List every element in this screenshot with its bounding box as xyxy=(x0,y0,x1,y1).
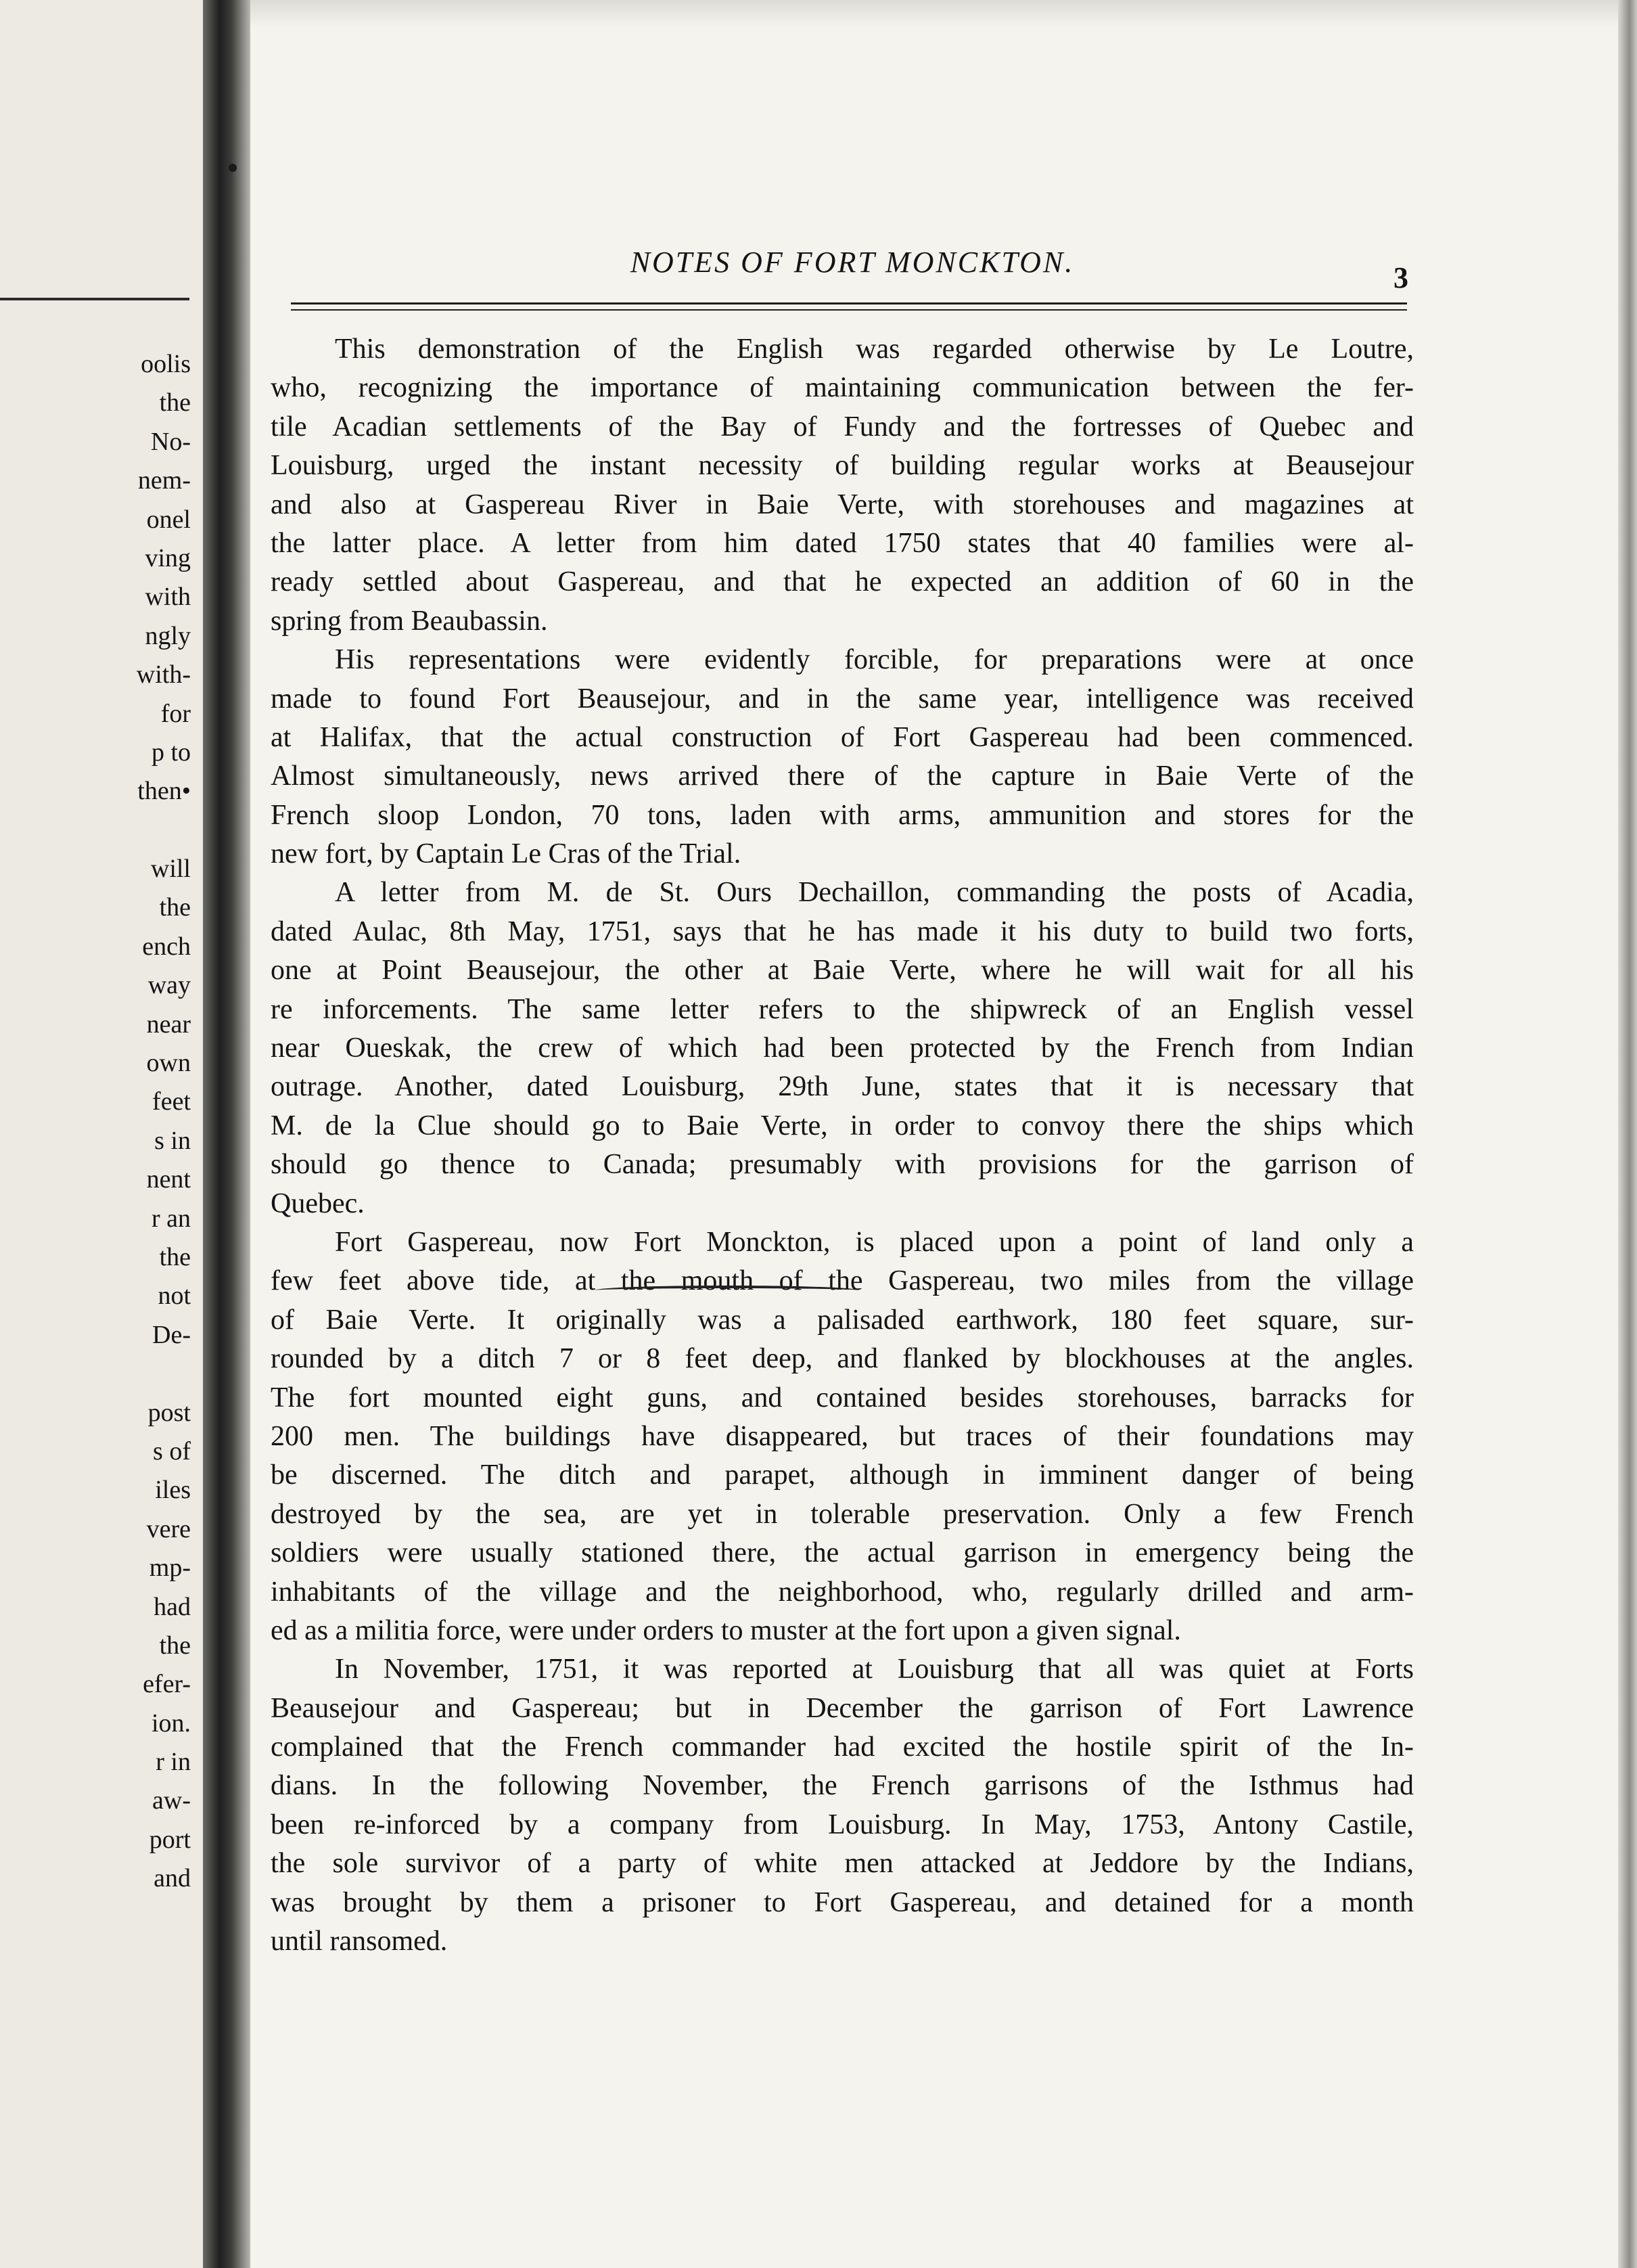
text-line: of Baie Verte. It originally was a palisaded earthwork, 180 feet square, sur- xyxy=(271,1304,1414,1336)
facing-page-fragment xyxy=(8,1355,191,1393)
facing-page-fragment: s in xyxy=(154,1126,191,1155)
facing-page-fragment: De- xyxy=(152,1320,191,1349)
text-line: one at Point Beausejour, the other at Baie Verte, where he will wait for all his xyxy=(271,955,1414,986)
text-line: who, recognizing the importance of maintaining communication between the fer- xyxy=(271,372,1414,404)
text-line: Beausejour and Gaspereau; but in December the garrison of Fort Lawrence xyxy=(271,1692,1414,1724)
text-line: dians. In the following November, the French garrisons of the Isthmus had xyxy=(271,1770,1414,1802)
text-line: complained that the French commander had excited the hostile spirit of the In- xyxy=(271,1731,1414,1763)
facing-page-fragment: feet xyxy=(152,1087,191,1116)
body-text xyxy=(271,330,1414,1961)
facing-page-fragment: onel xyxy=(146,505,191,534)
page-top-edge xyxy=(250,0,1618,27)
facing-page xyxy=(0,0,203,2268)
text-line: Fort Gaspereau, now Fort Monckton, is placed upon a point of land only a xyxy=(335,1226,1414,1258)
text-line: Quebec. xyxy=(271,1187,365,1219)
facing-page-text-fragments xyxy=(8,345,191,1899)
text-line: should go thence to Canada; presumably with provisions for the garrison of xyxy=(271,1149,1414,1181)
text-line: be discerned. The ditch and parapet, although in imminent danger of being xyxy=(271,1459,1414,1491)
text-line: and also at Gaspereau River in Baie Verte, with storehouses and magazines at xyxy=(271,489,1414,520)
text-line: M. de la Clue should go to Baie Verte, in order to convoy there the ships which xyxy=(271,1110,1414,1141)
facing-page-fragment: ion. xyxy=(151,1708,191,1738)
book-gutter xyxy=(203,0,250,2268)
facing-page-fragment: near xyxy=(146,1010,191,1039)
facing-page-fragment: will xyxy=(150,855,191,884)
text-line: This demonstration of the English was regarded otherwise by Le Loutre, xyxy=(335,334,1414,365)
text-line: His representations were evidently forcible, for preparations were at once xyxy=(335,644,1414,676)
text-line: dated Aulac, 8th May, 1751, says that he has made it his duty to build two forts, xyxy=(271,915,1414,947)
text-line: French sloop London, 70 tons, laden with arms, ammunition and stores for the xyxy=(271,799,1414,831)
text-line: few feet above tide, at the mouth of the Gaspereau, two miles from the village xyxy=(271,1265,1414,1297)
text-line: at Halifax, that the actual construction of Fort Gaspereau had been commenced. xyxy=(271,721,1414,753)
facing-page-fragment: efer- xyxy=(143,1670,191,1699)
text-line: inhabitants of the village and the neighborhood, who, regularly drilled and arm- xyxy=(271,1576,1414,1608)
text-line: tile Acadian settlements of the Bay of Fundy and the fortresses of Quebec and xyxy=(271,411,1414,443)
text-line: A letter from M. de St. Ours Dechaillon, commanding the posts of Acadia, xyxy=(335,877,1414,909)
text-line: destroyed by the sea, are yet in tolerable preservation. Only a few French xyxy=(271,1498,1414,1530)
text-line: soldiers were usually stationed there, the actual garrison in emergency being the xyxy=(271,1537,1414,1569)
binding-hole xyxy=(229,164,237,172)
text-line: rounded by a ditch 7 or 8 feet deep, and flanked by blockhouses at the angles. xyxy=(271,1343,1414,1375)
facing-page-fragment: iles xyxy=(155,1476,191,1505)
text-line: until ransomed. xyxy=(271,1926,448,1957)
text-line: Louisburg, urged the instant necessity of building regular works at Beausejour xyxy=(271,450,1414,482)
facing-page-fragment: with- xyxy=(136,660,191,689)
text-line: made to found Fort Beausejour, and in the same year, intelligence was received xyxy=(271,683,1414,715)
pencil-underline-mark xyxy=(595,1286,859,1295)
text-line: 200 men. The buildings have disappeared, but traces of their foundations may xyxy=(271,1420,1414,1452)
facing-page-fragment: then• xyxy=(137,777,191,806)
page-right-edge xyxy=(1618,0,1637,2268)
facing-page-fragment: with xyxy=(145,583,191,612)
text-line: The fort mounted eight guns, and contained besides storehouses, barracks for xyxy=(271,1382,1414,1413)
text-line: outrage. Another, dated Louisburg, 29th June, states that it is necessary that xyxy=(271,1071,1414,1103)
page-number: 3 xyxy=(1393,261,1408,294)
facing-page-fragment: r in xyxy=(156,1748,191,1777)
facing-page-fragment: the xyxy=(159,388,191,417)
text-line: was brought by them a prisoner to Fort Gaspereau, and detained for a month xyxy=(271,1886,1414,1918)
facing-page-fragment: had xyxy=(154,1592,191,1621)
facing-page-fragment: not xyxy=(158,1282,191,1311)
text-line: been re-inforced by a company from Louisburg. In May, 1753, Antony Castile, xyxy=(271,1809,1414,1840)
paragraph xyxy=(271,330,1414,641)
facing-page-fragment: for xyxy=(160,699,191,728)
facing-page-fragment: No- xyxy=(150,427,191,456)
text-line: new fort, by Captain Le Cras of the Trial. xyxy=(271,838,741,870)
text-line: ed as a militia force, were under orders to muster at the fort upon a given signal. xyxy=(271,1614,1181,1646)
facing-page-fragment xyxy=(8,811,191,850)
facing-page-fragment: way xyxy=(147,971,191,1000)
text-line: Almost simultaneously, news arrived there of the capture in Baie Verte of the xyxy=(271,761,1414,792)
facing-page-fragment: the xyxy=(159,893,191,922)
paragraph xyxy=(271,1650,1414,1961)
text-line: In November, 1751, it was reported at Louisburg that all was quiet at Forts xyxy=(335,1654,1414,1685)
facing-page-fragment: ench xyxy=(142,932,191,961)
facing-page-fragment: port xyxy=(149,1825,191,1854)
text-line: the latter place. A letter from him dated 1750 states that 40 families were al- xyxy=(271,527,1414,559)
facing-page-fragment: aw- xyxy=(152,1786,191,1815)
facing-page-fragment: mp- xyxy=(149,1553,191,1583)
header-rule-double xyxy=(291,309,1407,311)
facing-page-fragment: the xyxy=(159,1631,191,1660)
facing-page-fragment: ving xyxy=(145,543,191,572)
facing-page-fragment: vere xyxy=(146,1514,191,1543)
facing-page-fragment: p to xyxy=(151,738,191,767)
text-line: near Oueskak, the crew of which had been protected by the French from Indian xyxy=(271,1033,1414,1064)
facing-page-rule xyxy=(0,298,189,300)
running-head: NOTES OF FORT MONCKTON. xyxy=(630,246,1075,279)
text-line: ready settled about Gaspereau, and that he expected an addition of 60 in the xyxy=(271,566,1414,598)
facing-page-fragment: r an xyxy=(151,1204,191,1233)
paragraph xyxy=(271,641,1414,874)
text-line: the sole survivor of a party of white men attacked at Jeddore by the Indians, xyxy=(271,1848,1414,1880)
facing-page-fragment: nem- xyxy=(137,466,191,495)
facing-page-fragment: oolis xyxy=(141,350,191,378)
text-line: spring from Beaubassin. xyxy=(271,605,548,637)
paragraph xyxy=(271,874,1414,1223)
header-rule xyxy=(291,302,1407,304)
facing-page-fragment: and xyxy=(154,1864,191,1893)
facing-page-fragment: nent xyxy=(146,1165,191,1194)
facing-page-fragment: s of xyxy=(153,1436,191,1466)
facing-page-fragment: ngly xyxy=(145,621,191,650)
facing-page-fragment: own xyxy=(146,1049,191,1078)
text-line: re inforcements. The same letter refers to the shipwreck of an English vessel xyxy=(271,993,1414,1025)
facing-page-fragment: post xyxy=(147,1398,191,1427)
facing-page-fragment: the xyxy=(159,1242,191,1271)
